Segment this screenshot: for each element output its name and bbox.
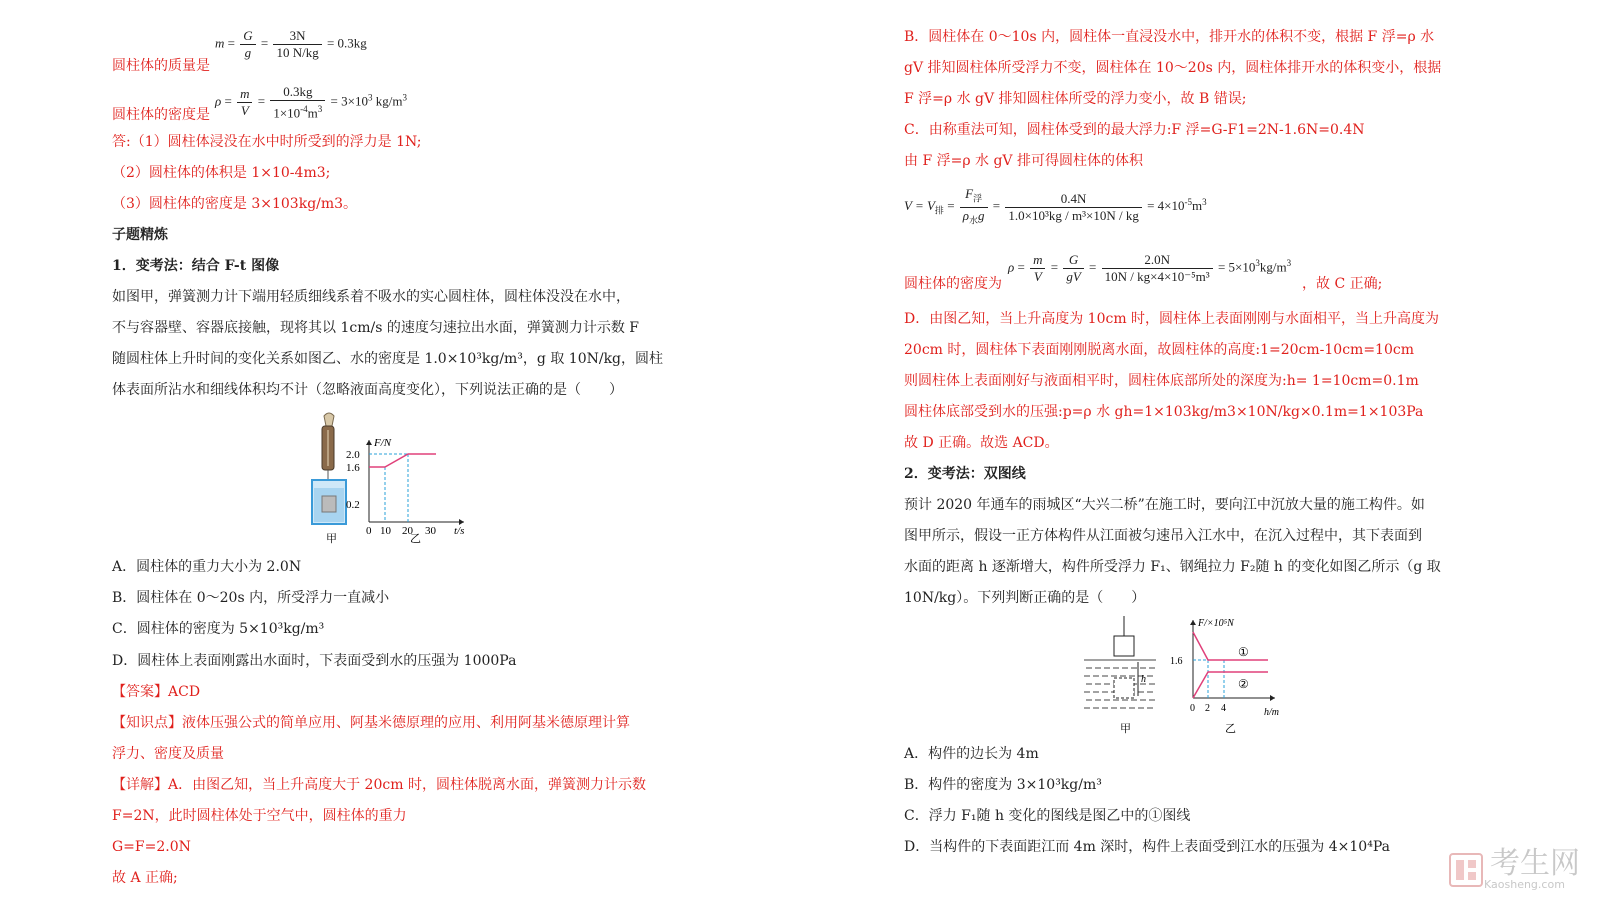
q2-option-d: D．当构件的下表面距江而 4m 深时，构件上表面受到江水的压强为 4×10⁴Pa (904, 839, 1390, 855)
watermark-url: Kaosheng.com (1484, 878, 1565, 891)
fig2-x-label: h/m (1264, 707, 1279, 718)
q2-title: 2．变考法：双图线 (904, 466, 1026, 482)
watermark (1448, 848, 1580, 891)
q1-option-b: B．圆柱体在 0～20s 内，所受浮力一直减小 (112, 590, 390, 606)
fig1-y-tick: 2.0 (346, 449, 360, 461)
answer-line-1: 答:（1）圆柱体浸没在水中时所受到的浮力是 1N; (112, 134, 422, 150)
fig1-caption-right: 乙 (410, 532, 421, 545)
figure-2 (1080, 612, 1290, 738)
fig1-y-tick: 1.6 (346, 462, 360, 474)
q2-option-c: C．浮力 F₁随 h 变化的图线是图乙中的①图线 (904, 808, 1191, 824)
fig2-x-tick: 4 (1221, 703, 1226, 714)
b-line-3: F 浮=ρ 水 gV 排知圆柱体所受的浮力变小，故 B 错误; (904, 91, 1247, 107)
d-line-3: 则圆柱体上表面刚好与液面相平时，圆柱体底部所处的深度为:h= 1=10cm=0.1m (904, 373, 1419, 389)
d-line-2: 20cm 时，圆柱体下表面刚刚脱离水面，故圆柱体的高度:1=20cm-10cm=10cm (904, 342, 1414, 358)
fig2-curve-1-label: ① (1238, 645, 1249, 659)
q1-option-a: A．圆柱体的重力大小为 2.0N (112, 559, 302, 575)
rho-equation: ρ = $\frac{m}{V}$ = $\frac{G}{gV}$ = $\frac{2.0N}{\text{10N / kg×4×10⁻⁵m³}}$ = $5\times 10^3kg/m^3$ (1008, 252, 1292, 284)
q1-title: 1．变考法：结合 F-t 图像 (112, 258, 280, 274)
knowledge-line-2: 浮力、密度及质量 (112, 746, 224, 762)
d-line-4: 圆柱体底部受到水的压强:p=ρ 水 gh=1×103kg/m3×10N/kg×0.1m=1×103Pa (904, 404, 1424, 420)
q1-option-d: D．圆柱体上表面刚露出水面时，下表面受到水的压强为 1000Pa (112, 653, 517, 669)
knowledge-line-1: 【知识点】液体压强公式的简单应用、阿基米德原理的应用、利用阿基米德原理计算 (112, 715, 630, 731)
answer-line-3: （3）圆柱体的密度是 3×103kg/m3。 (112, 196, 358, 212)
fig2-h-label: h (1141, 674, 1146, 685)
volume-equation: $V = V_排$ = $\frac{F_浮}{\rho_水g}$ = $\frac{0.4N}{\text{1.0×10³kg / m³×10N / kg}}$ = $4\times 10^{-5}m^3$ (904, 186, 1207, 226)
b-line-2: gV 排知圆柱体所受浮力不变，圆柱体在 10～20s 内，圆柱体排开水的体积变小，根据 (904, 60, 1442, 76)
q2-stem-line: 预计 2020 年通车的雨城区“大兴二桥”在施工时，要向江中沉放大量的施工构件。如 (904, 497, 1425, 513)
fig2-x-tick: 0 (1190, 703, 1195, 714)
q2-option-b: B．构件的密度为 3×10³kg/m³ (904, 777, 1102, 793)
detail-line-2: F=2N，此时圆柱体处于空气中，圆柱体的重力 (112, 808, 407, 824)
detail-line-3: G=F=2.0N (112, 839, 191, 855)
q1-stem-line: 体表面所沾水和细线体积均不计（忽略液面高度变化），下列说法正确的是（ ） (112, 382, 623, 398)
detail-line-1: 【详解】A．由图乙知，当上升高度大于 20cm 时，圆柱体脱离水面，弹簧测力计示数 (112, 777, 646, 793)
rho-label: 圆柱体的密度为 (904, 276, 1002, 292)
fig1-y-label: F/N (374, 437, 392, 449)
q2-option-a: A．构件的边长为 4m (904, 746, 1039, 762)
fig1-caption-left: 甲 (326, 532, 337, 545)
q1-stem-line: 随圆柱体上升时间的变化关系如图乙、水的密度是 1.0×10³kg/m³，g 取 10N/kg，圆柱 (112, 351, 664, 367)
fig1-x-tick: 20 (402, 525, 413, 537)
answer-tag: 【答案】ACD (112, 684, 201, 700)
mass-equation: m = $\frac{G}{g}$ = $\frac{3N}{10 N/kg}$ = 0.3kg (215, 28, 367, 60)
fig1-y-tick: 0.2 (346, 499, 360, 511)
q2-stem-line: 图甲所示，假设一正方体构件从江面被匀速吊入江水中，在沉入过程中，其下表面到 (904, 528, 1422, 544)
detail-line-4: 故 A 正确; (112, 870, 178, 886)
d-line-1: D．由图乙知，当上升高度为 10cm 时，圆柱体上表面刚刚与水面相平，当上升高度为 (904, 311, 1440, 327)
fig2-curve-2-label: ② (1238, 677, 1249, 691)
density-label: 圆柱体的密度是 (112, 107, 210, 123)
c-line-2: 由 F 浮=ρ 水 gV 排可得圆柱体的体积 (904, 153, 1143, 169)
fig2-caption-left: 甲 (1120, 722, 1131, 735)
density-equation: ρ = $\frac{m}{V}$ = $\frac{0.3kg}{1\times 10^{-4}m^3}$ = $3\times 10^3$ $kg/m^3$ (215, 84, 407, 121)
section-title: 子题精炼 (112, 227, 168, 243)
kaosheng-logo-icon (1448, 852, 1484, 888)
fig2-curve-1 (1193, 632, 1268, 660)
watermark-text: 考生网 (1490, 846, 1580, 881)
q2-stem-line: 10N/kg）。下列判断正确的是（ ） (904, 590, 1146, 606)
fig1-curve (369, 454, 436, 467)
d-line-5: 故 D 正确。故选 ACD。 (904, 435, 1059, 451)
figure-1 (294, 408, 474, 548)
fig2-curve-2 (1193, 672, 1268, 698)
beaker-icon (312, 480, 346, 524)
fig2-y-tick: 1.6 (1170, 656, 1183, 667)
q2-stem-line: 水面的距离 h 逐渐增大，构件所受浮力 F₁、钢绳拉力 F₂随 h 的变化如图乙所示（g 取 (904, 559, 1441, 575)
answer-line-2: （2）圆柱体的体积是 1×10-4m3; (112, 165, 331, 181)
q1-option-c: C．圆柱体的密度为 5×10³kg/m³ (112, 621, 325, 637)
fig1-x-label: t/s (454, 525, 465, 537)
q1-stem-line: 不与容器壁、容器底接触，现将其以 1cm/s 的速度匀速拉出水面，弹簧测力计示数 F (112, 320, 639, 336)
fig1-x-tick: 10 (380, 525, 391, 537)
fig1-x-tick: 30 (425, 525, 436, 537)
mass-label: 圆柱体的质量是 (112, 58, 210, 74)
c-line-1: C．由称重法可知，圆柱体受到的最大浮力:F 浮=G-F1=2N-1.6N=0.4N (904, 122, 1365, 138)
river-block-icon (1084, 616, 1156, 708)
fig2-caption-right: 乙 (1225, 722, 1236, 735)
fig1-x-tick: 0 (366, 525, 372, 537)
fig2-x-tick: 2 (1205, 703, 1210, 714)
rho-tail: ，故 C 正确; (1302, 276, 1383, 292)
b-line-1: B．圆柱体在 0～10s 内，圆柱体一直浸没水中，排开水的体积不变，根据 F 浮=ρ 水 (904, 29, 1435, 45)
fig2-y-label: F/×10⁵N (1198, 618, 1234, 629)
q1-stem-line: 如图甲，弹簧测力计下端用轻质细线系着不吸水的实心圆柱体，圆柱体没没在水中， (112, 289, 630, 305)
